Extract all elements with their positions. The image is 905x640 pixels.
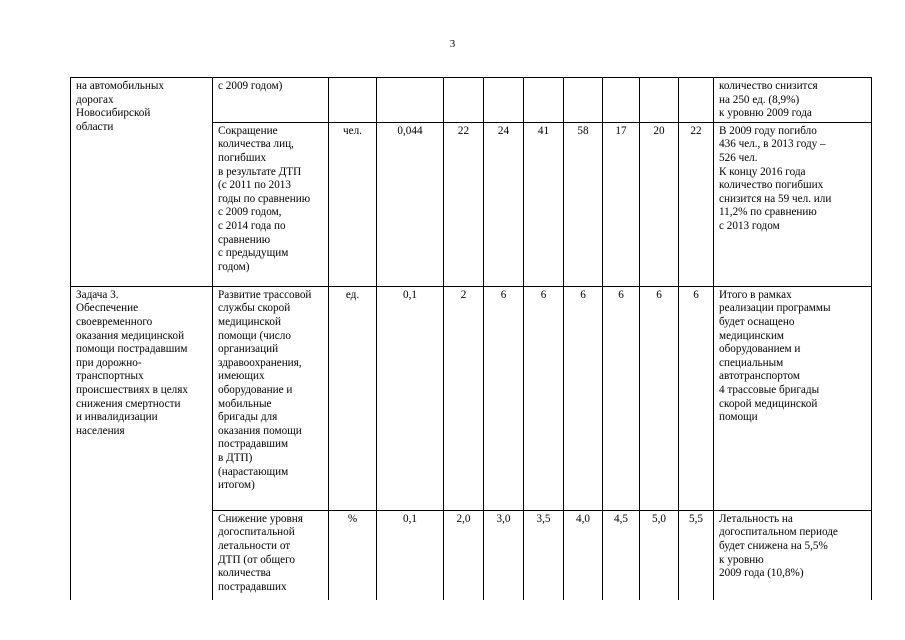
year-value-cell: 2,0 xyxy=(444,510,484,600)
year-value-cell: 24 xyxy=(484,122,524,286)
year-value-cell: 17 xyxy=(603,122,640,286)
year-value-cell: 3,5 xyxy=(524,510,564,600)
year-value-cell: 22 xyxy=(679,122,714,286)
task-cell: Задача 3. Обеспечение своевременного оказания медицинской помощи пострадавшим при дорожно- транспортных происшествиях в целях снижения смертности и инвалидизации населения xyxy=(71,286,213,600)
unit-cell: % xyxy=(329,510,377,600)
year-value-cell: 5,5 xyxy=(679,510,714,600)
base-value-cell xyxy=(377,78,444,123)
indicator-cell: Снижение уровня догоспитальной летальности от ДТП (от общего количества пострадавших xyxy=(213,510,329,600)
comment-cell: В 2009 году погибло 436 чел., в 2013 году – 526 чел. К концу 2016 года количество погибших снизится на 59 чел. или 11,2% по сравнению с 2013 годом xyxy=(714,122,872,286)
table-row xyxy=(71,78,872,123)
table-row xyxy=(71,286,872,510)
year-value-cell xyxy=(444,78,484,123)
unit-cell: чел. xyxy=(329,122,377,286)
year-value-cell: 41 xyxy=(524,122,564,286)
year-value-cell: 5,0 xyxy=(640,510,679,600)
comment-cell: Итого в рамках реализации программы будет оснащено медицинским оборудованием и специальным автотранспортом 4 трассовые бригады скорой медицинской помощи xyxy=(714,286,872,510)
unit-cell xyxy=(329,78,377,123)
year-value-cell: 6 xyxy=(603,286,640,510)
indicator-cell: с 2009 годом) xyxy=(213,78,329,123)
year-value-cell: 6 xyxy=(679,286,714,510)
base-value-cell: 0,044 xyxy=(377,122,444,286)
comment-cell: количество снизится на 250 ед. (8,9%) к уровню 2009 года xyxy=(714,78,872,123)
indicator-cell: Развитие трассовой службы скорой медицинской помощи (число организаций здравоохранения, имеющих оборудование и мобильные бригады для оказания помощи пострадавшим в ДТП) (нарастающим итогом) xyxy=(213,286,329,510)
year-value-cell: 20 xyxy=(640,122,679,286)
year-value-cell xyxy=(484,78,524,123)
comment-cell: Летальность на догоспитальном периоде будет снижена на 5,5% к уровню 2009 года (10,8%) xyxy=(714,510,872,600)
year-value-cell: 22 xyxy=(444,122,484,286)
year-value-cell xyxy=(603,78,640,123)
unit-cell: ед. xyxy=(329,286,377,510)
year-value-cell xyxy=(679,78,714,123)
base-value-cell: 0,1 xyxy=(377,286,444,510)
page-number: 3 xyxy=(449,38,456,50)
year-value-cell: 2 xyxy=(444,286,484,510)
year-value-cell: 6 xyxy=(564,286,603,510)
year-value-cell: 4,5 xyxy=(603,510,640,600)
base-value-cell: 0,1 xyxy=(377,510,444,600)
year-value-cell: 4,0 xyxy=(564,510,603,600)
year-value-cell xyxy=(524,78,564,123)
task-cell: на автомобильных дорогах Новосибирской области xyxy=(71,78,213,287)
year-value-cell: 3,0 xyxy=(484,510,524,600)
year-value-cell xyxy=(564,78,603,123)
program-indicators-table xyxy=(70,77,872,601)
indicator-cell: Сокращение количества лиц, погибших в результате ДТП (с 2011 по 2013 годы по сравнению с 2009 годом, с 2014 года по сравнению с предыдущим годом) xyxy=(213,122,329,286)
year-value-cell: 6 xyxy=(524,286,564,510)
year-value-cell xyxy=(640,78,679,123)
year-value-cell: 6 xyxy=(484,286,524,510)
year-value-cell: 6 xyxy=(640,286,679,510)
page-bottom-area xyxy=(0,600,905,640)
year-value-cell: 58 xyxy=(564,122,603,286)
